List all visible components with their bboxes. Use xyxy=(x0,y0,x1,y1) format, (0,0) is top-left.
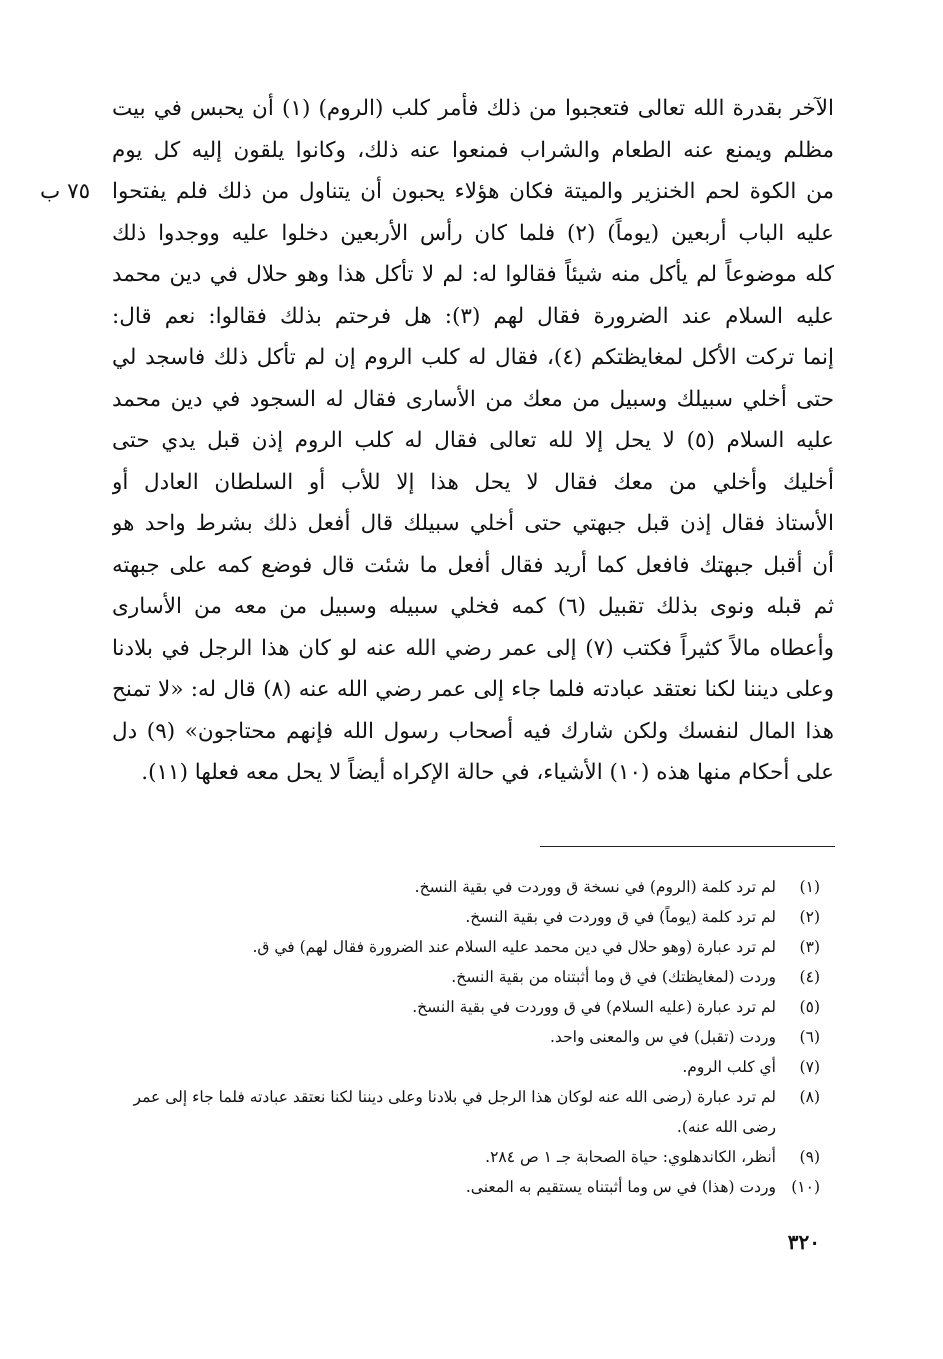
footnote-text: أي كلب الروم. xyxy=(682,1058,776,1076)
footnote-text: وردت (لمغايظتك) في ق وما أثبتناه من بقية النسخ. xyxy=(451,968,776,986)
text-line: أخليك وأخلي من معك فقال لا يحل هذا إلا للأب أو السلطان العادل أو xyxy=(112,469,834,495)
footnote-item xyxy=(112,1142,820,1172)
footnote-number: (٣) xyxy=(799,938,820,956)
footnotes-list xyxy=(112,872,820,1202)
text-line: عليه السلام عند الضرورة فقال لهم (٣): هل فرحتم بذلك فقالوا: نعم قال: xyxy=(112,303,834,329)
footnote-number: (٤) xyxy=(799,968,820,986)
text-line: من الكوة لحم الخنزير والميتة فكان هؤلاء يحبون أن يتناول من ذلك فلم يفتحوا xyxy=(112,179,834,204)
text-line: على أحكام منها هذه (١٠) الأشياء، في حالة الإكراه أيضاً لا يحل معه فعلها (١١). xyxy=(141,760,834,785)
footnote-item xyxy=(112,902,820,932)
text-line: عليه الباب أربعين (يوماً) (٢) فلما كان رأس الأربعين دخلوا عليه ووجدوا ذلك xyxy=(112,220,834,246)
footnote-item xyxy=(112,932,820,962)
footnote-item xyxy=(112,1082,820,1142)
text-line: حتى أخلي سبيلك وسبيل من معك من الأسارى فقال له السجود في دين محمد xyxy=(112,386,834,412)
main-text-block xyxy=(112,88,834,794)
footnote-text: لم ترد عبارة (عليه السلام) في ق ووردت في بقية النسخ. xyxy=(412,998,776,1016)
footnote-item xyxy=(112,872,820,902)
text-line: كله موضوعاً لم يأكل منه شيئاً فقالوا له: لم لا تأكل هذا وهو حلال في دين محمد xyxy=(112,262,834,287)
page-number: ٣٢٠ xyxy=(787,1230,820,1254)
text-line: وأعطاه مالاً كثيراً فكتب (٧) إلى عمر رضي الله عنه لو كان هذا الرجل في بلادنا xyxy=(112,635,834,661)
footnote-number: (٥) xyxy=(799,998,820,1016)
footnote-number: (٧) xyxy=(799,1058,820,1076)
manuscript-folio-marker: ٧٥ ب xyxy=(40,179,91,204)
text-line: إنما تركت الأكل لمغايظتكم (٤)، فقال له كلب الروم إن لم تأكل ذلك فاسجد لي xyxy=(112,345,834,370)
footnote-number: (٨) xyxy=(799,1088,820,1106)
footnote-number: (٦) xyxy=(799,1028,820,1046)
footnote-text: لم ترد عبارة (رضى الله عنه لوكان هذا الرجل في بلادنا وعلى ديننا لكنا نعتقد عبادته فلما جاء إلى عمر رضى الله عنه). xyxy=(133,1088,776,1136)
footnote-text: لم ترد كلمة (يوماً) في ق ووردت في بقية النسخ. xyxy=(465,908,776,926)
footnote-item xyxy=(112,992,820,1022)
footnote-text: وردت (تقبل) في س والمعنى واحد. xyxy=(550,1028,776,1046)
footnote-text: وردت (هذا) في س وما أثبتناه يستقيم به المعنى. xyxy=(465,1178,776,1196)
footnote-number: (٢) xyxy=(799,908,820,926)
footnote-text: لم ترد عبارة (وهو حلال في دين محمد عليه السلام عند الضرورة فقال لهم) في ق. xyxy=(252,938,776,956)
footnote-item xyxy=(112,1052,820,1082)
footnote-separator xyxy=(540,846,835,847)
text-line: وعلى ديننا لكنا نعتقد عبادته فلما جاء إلى عمر رضي الله عنه (٨) قال له: «لا تمنح xyxy=(112,677,834,702)
text-line: أن أقبل جبهتك فافعل كما أريد فقال أفعل ما شئت قال فوضع كمه على جبهته xyxy=(112,552,834,578)
footnote-text: لم ترد كلمة (الروم) في نسخة ق ووردت في بقية النسخ. xyxy=(414,878,776,896)
text-line: مظلم ويمنع عنه الطعام والشراب فمنعوا عنه ذلك، وكانوا يلقون إليه كل يوم xyxy=(112,137,834,163)
footnote-number: (١) xyxy=(799,878,820,896)
footnote-number: (١٠) xyxy=(791,1178,820,1196)
text-line: هذا المال لنفسك ولكن شارك فيه أصحاب رسول الله فإنهم محتاجون» (٩) دل xyxy=(112,718,834,744)
text-line: الآخر بقدرة الله تعالى فتعجبوا من ذلك فأمر كلب (الروم) (١) أن يحبس في بيت xyxy=(112,96,834,121)
text-line: ثم قبله ونوى بذلك تقبيل (٦) كمه فخلي سبيله وسبيل من معه من الأسارى xyxy=(112,594,834,619)
text-line: الأستاذ فقال إذن قبل جبهتي حتى أخلي سبيلك قال أفعل ذلك بشرط واحد هو xyxy=(112,511,834,536)
footnote-item xyxy=(112,1172,820,1202)
footnote-text: أنظر، الكاندهلوي: حياة الصحابة جـ ١ ص ٢٨٤. xyxy=(485,1148,776,1166)
footnote-item xyxy=(112,1022,820,1052)
footnote-number: (٩) xyxy=(799,1148,820,1166)
text-line: عليه السلام (٥) لا يحل إلا لله تعالى فقال له كلب الروم إذن قبل يدي حتى xyxy=(112,428,834,453)
footnote-item xyxy=(112,962,820,992)
